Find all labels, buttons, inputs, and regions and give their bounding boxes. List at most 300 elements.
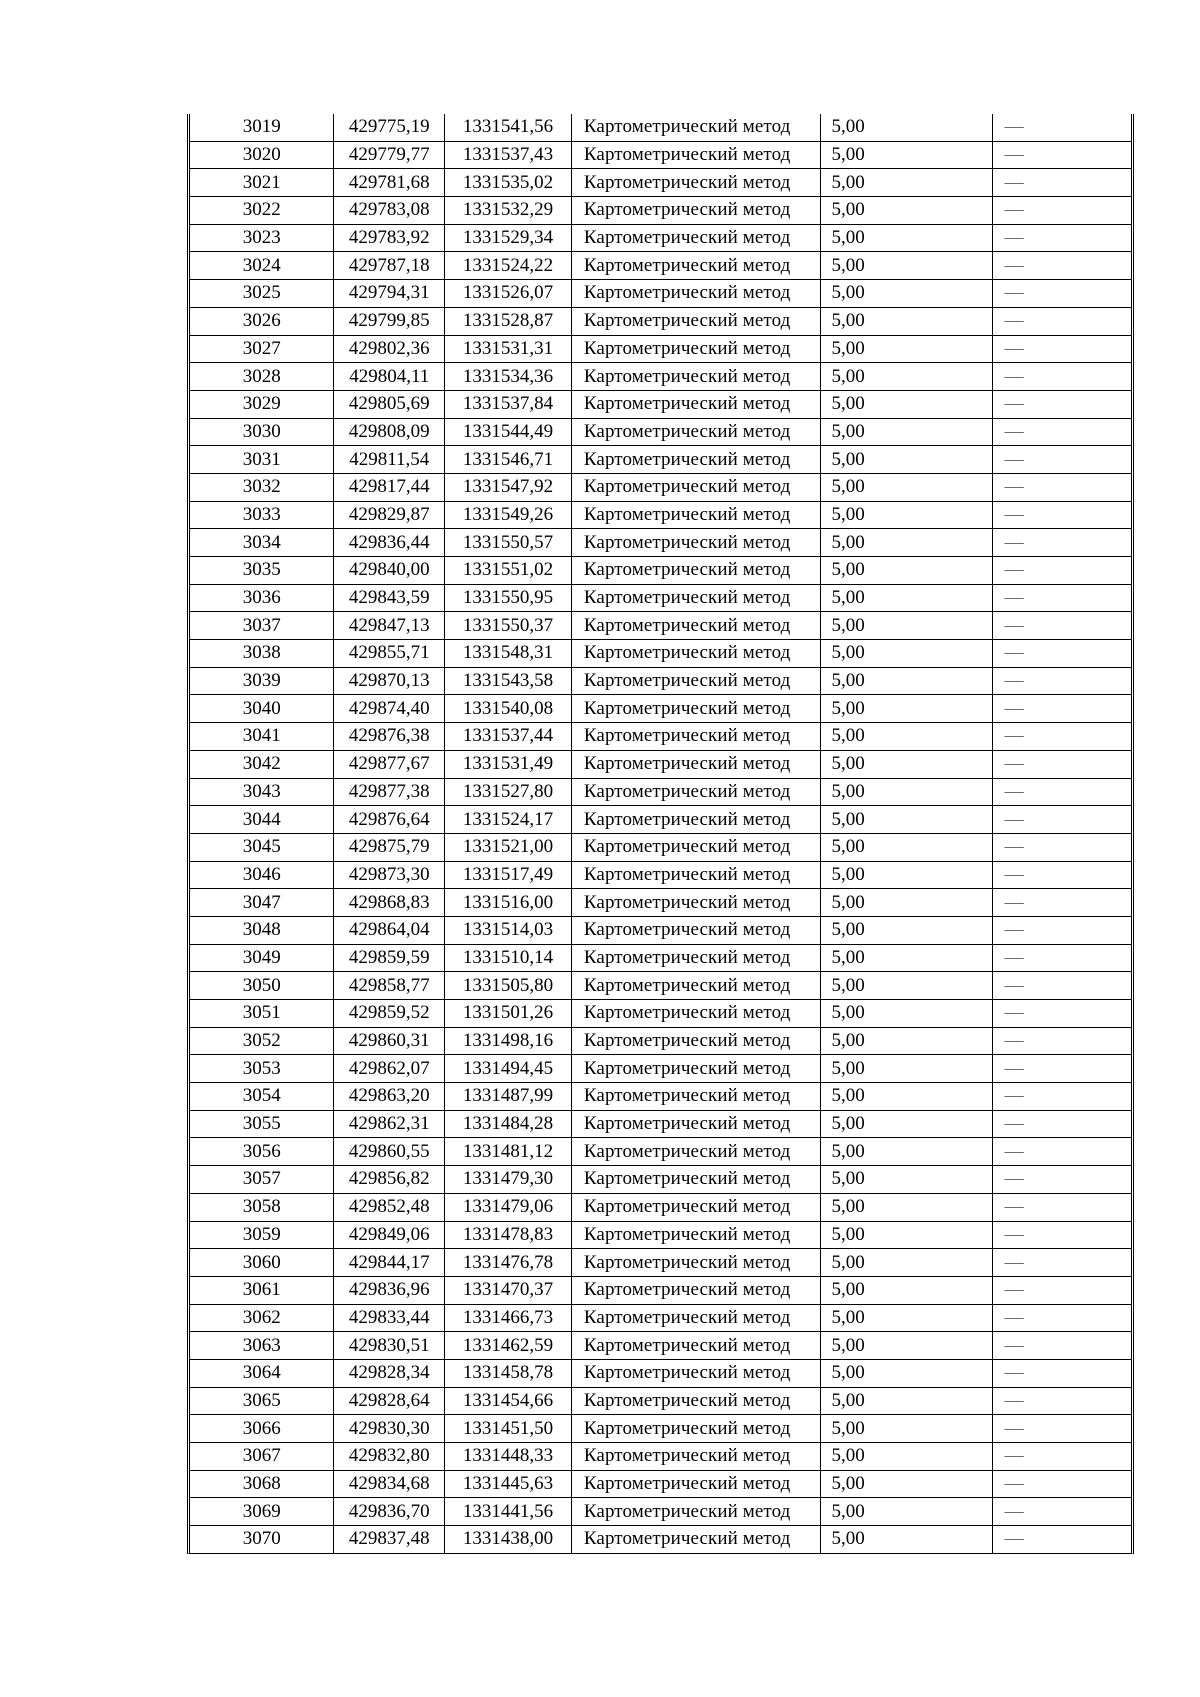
note-cell: — [992, 723, 1131, 751]
point-number-cell: 3056 [190, 1138, 334, 1166]
note-cell: — [992, 307, 1131, 335]
note-cell: — [992, 1415, 1131, 1443]
table-row [190, 141, 1131, 169]
x-coordinate-cell: 429847,13 [334, 612, 445, 640]
note-cell: — [992, 861, 1131, 889]
point-number-cell: 3054 [190, 1083, 334, 1111]
point-number-cell: 3039 [190, 667, 334, 695]
accuracy-cell: 5,00 [821, 1166, 992, 1194]
accuracy-cell: 5,00 [821, 141, 992, 169]
accuracy-cell: 5,00 [821, 667, 992, 695]
x-coordinate-cell: 429808,09 [334, 418, 445, 446]
x-coordinate-cell: 429836,70 [334, 1498, 445, 1526]
accuracy-cell: 5,00 [821, 335, 992, 363]
point-number-cell: 3066 [190, 1415, 334, 1443]
note-cell: — [992, 1498, 1131, 1526]
x-coordinate-cell: 429860,55 [334, 1138, 445, 1166]
method-cell: Картометрический метод [571, 916, 821, 944]
point-number-cell: 3050 [190, 972, 334, 1000]
y-coordinate-cell: 1331484,28 [445, 1110, 572, 1138]
y-coordinate-cell: 1331514,03 [445, 916, 572, 944]
x-coordinate-cell: 429775,19 [334, 114, 445, 141]
accuracy-cell: 5,00 [821, 1415, 992, 1443]
accuracy-cell: 5,00 [821, 1359, 992, 1387]
accuracy-cell: 5,00 [821, 1221, 992, 1249]
method-cell: Картометрический метод [571, 1276, 821, 1304]
method-cell: Картометрический метод [571, 1415, 821, 1443]
x-coordinate-cell: 429862,07 [334, 1055, 445, 1083]
y-coordinate-cell: 1331546,71 [445, 446, 572, 474]
table-row [190, 197, 1131, 225]
y-coordinate-cell: 1331470,37 [445, 1276, 572, 1304]
table-row [190, 418, 1131, 446]
method-cell: Картометрический метод [571, 280, 821, 308]
coordinates-table-body [190, 114, 1131, 1553]
method-cell: Картометрический метод [571, 335, 821, 363]
point-number-cell: 3035 [190, 557, 334, 585]
x-coordinate-cell: 429864,04 [334, 916, 445, 944]
point-number-cell: 3069 [190, 1498, 334, 1526]
point-number-cell: 3027 [190, 335, 334, 363]
accuracy-cell: 5,00 [821, 640, 992, 668]
accuracy-cell: 5,00 [821, 584, 992, 612]
x-coordinate-cell: 429830,30 [334, 1415, 445, 1443]
accuracy-cell: 5,00 [821, 723, 992, 751]
y-coordinate-cell: 1331550,37 [445, 612, 572, 640]
y-coordinate-cell: 1331532,29 [445, 197, 572, 225]
note-cell: — [992, 1193, 1131, 1221]
y-coordinate-cell: 1331547,92 [445, 473, 572, 501]
note-cell: — [992, 750, 1131, 778]
note-cell: — [992, 833, 1131, 861]
method-cell: Картометрический метод [571, 861, 821, 889]
point-number-cell: 3024 [190, 252, 334, 280]
note-cell: — [992, 1110, 1131, 1138]
method-cell: Картометрический метод [571, 390, 821, 418]
accuracy-cell: 5,00 [821, 1387, 992, 1415]
note-cell: — [992, 141, 1131, 169]
x-coordinate-cell: 429877,38 [334, 778, 445, 806]
table-row [190, 1332, 1131, 1360]
accuracy-cell: 5,00 [821, 1332, 992, 1360]
y-coordinate-cell: 1331498,16 [445, 1027, 572, 1055]
x-coordinate-cell: 429876,64 [334, 806, 445, 834]
point-number-cell: 3063 [190, 1332, 334, 1360]
method-cell: Картометрический метод [571, 750, 821, 778]
table-row [190, 390, 1131, 418]
point-number-cell: 3065 [190, 1387, 334, 1415]
accuracy-cell: 5,00 [821, 252, 992, 280]
x-coordinate-cell: 429811,54 [334, 446, 445, 474]
note-cell: — [992, 667, 1131, 695]
y-coordinate-cell: 1331487,99 [445, 1083, 572, 1111]
point-number-cell: 3042 [190, 750, 334, 778]
accuracy-cell: 5,00 [821, 778, 992, 806]
point-number-cell: 3020 [190, 141, 334, 169]
method-cell: Картометрический метод [571, 1193, 821, 1221]
point-number-cell: 3022 [190, 197, 334, 225]
method-cell: Картометрический метод [571, 1443, 821, 1471]
note-cell: — [992, 335, 1131, 363]
table-row [190, 695, 1131, 723]
accuracy-cell: 5,00 [821, 833, 992, 861]
method-cell: Картометрический метод [571, 141, 821, 169]
method-cell: Картометрический метод [571, 501, 821, 529]
table-row [190, 1000, 1131, 1028]
point-number-cell: 3057 [190, 1166, 334, 1194]
table-row [190, 1470, 1131, 1498]
point-number-cell: 3031 [190, 446, 334, 474]
point-number-cell: 3058 [190, 1193, 334, 1221]
point-number-cell: 3041 [190, 723, 334, 751]
x-coordinate-cell: 429787,18 [334, 252, 445, 280]
note-cell: — [992, 1055, 1131, 1083]
table-row [190, 861, 1131, 889]
table-row [190, 1415, 1131, 1443]
note-cell: — [992, 446, 1131, 474]
method-cell: Картометрический метод [571, 944, 821, 972]
x-coordinate-cell: 429855,71 [334, 640, 445, 668]
point-number-cell: 3051 [190, 1000, 334, 1028]
accuracy-cell: 5,00 [821, 1526, 992, 1553]
table-row [190, 667, 1131, 695]
method-cell: Картометрический метод [571, 1055, 821, 1083]
note-cell: — [992, 390, 1131, 418]
table-row [190, 833, 1131, 861]
note-cell: — [992, 1526, 1131, 1553]
point-number-cell: 3047 [190, 889, 334, 917]
y-coordinate-cell: 1331481,12 [445, 1138, 572, 1166]
note-cell: — [992, 612, 1131, 640]
accuracy-cell: 5,00 [821, 280, 992, 308]
table-row [190, 1276, 1131, 1304]
point-number-cell: 3038 [190, 640, 334, 668]
x-coordinate-cell: 429817,44 [334, 473, 445, 501]
note-cell: — [992, 363, 1131, 391]
table-row [190, 750, 1131, 778]
note-cell: — [992, 1387, 1131, 1415]
y-coordinate-cell: 1331548,31 [445, 640, 572, 668]
note-cell: — [992, 778, 1131, 806]
point-number-cell: 3060 [190, 1249, 334, 1277]
accuracy-cell: 5,00 [821, 1249, 992, 1277]
coordinates-table [190, 114, 1131, 1553]
y-coordinate-cell: 1331540,08 [445, 695, 572, 723]
x-coordinate-cell: 429876,38 [334, 723, 445, 751]
x-coordinate-cell: 429802,36 [334, 335, 445, 363]
method-cell: Картометрический метод [571, 1359, 821, 1387]
method-cell: Картометрический метод [571, 1498, 821, 1526]
method-cell: Картометрический метод [571, 1138, 821, 1166]
y-coordinate-cell: 1331524,17 [445, 806, 572, 834]
table-row [190, 363, 1131, 391]
y-coordinate-cell: 1331462,59 [445, 1332, 572, 1360]
point-number-cell: 3067 [190, 1443, 334, 1471]
x-coordinate-cell: 429804,11 [334, 363, 445, 391]
method-cell: Картометрический метод [571, 1000, 821, 1028]
table-row [190, 1359, 1131, 1387]
y-coordinate-cell: 1331541,56 [445, 114, 572, 141]
accuracy-cell: 5,00 [821, 473, 992, 501]
note-cell: — [992, 501, 1131, 529]
accuracy-cell: 5,00 [821, 363, 992, 391]
point-number-cell: 3029 [190, 390, 334, 418]
x-coordinate-cell: 429837,48 [334, 1526, 445, 1553]
method-cell: Картометрический метод [571, 612, 821, 640]
point-number-cell: 3019 [242, 116, 281, 138]
point-number-cell: 3068 [190, 1470, 334, 1498]
table-row [190, 1221, 1131, 1249]
method-cell: Картометрический метод [571, 1332, 821, 1360]
point-number-cell: 3032 [190, 473, 334, 501]
y-coordinate-cell: 1331535,02 [445, 169, 572, 197]
point-number-cell: 3021 [190, 169, 334, 197]
x-coordinate-cell: 429832,80 [334, 1443, 445, 1471]
y-coordinate-cell: 1331531,49 [445, 750, 572, 778]
table-row [190, 944, 1131, 972]
y-coordinate-cell: 1331550,57 [445, 529, 572, 557]
method-cell: Картометрический метод [571, 473, 821, 501]
x-coordinate-cell: 429844,17 [334, 1249, 445, 1277]
y-coordinate-cell: 1331454,66 [445, 1387, 572, 1415]
x-coordinate-cell: 429875,79 [334, 833, 445, 861]
note-cell: — [992, 584, 1131, 612]
y-coordinate-cell: 1331494,45 [445, 1055, 572, 1083]
y-coordinate-cell: 1331551,02 [445, 557, 572, 585]
method-cell: Картометрический метод [571, 1110, 821, 1138]
method-cell: Картометрический метод [571, 1166, 821, 1194]
y-coordinate-cell: 1331478,83 [445, 1221, 572, 1249]
table-row [190, 114, 1131, 141]
method-cell: Картометрический метод [571, 667, 821, 695]
note-cell: — [992, 806, 1131, 834]
point-number-cell: 3025 [190, 280, 334, 308]
y-coordinate-cell: 1331527,80 [445, 778, 572, 806]
note-cell: — [992, 280, 1131, 308]
accuracy-cell: 5,00 [821, 1027, 992, 1055]
y-coordinate-cell: 1331466,73 [445, 1304, 572, 1332]
point-number-cell: 3040 [190, 695, 334, 723]
method-cell: Картометрический метод [571, 833, 821, 861]
table-row [190, 1249, 1131, 1277]
note-cell: — [992, 473, 1131, 501]
y-coordinate-cell: 1331544,49 [445, 418, 572, 446]
note-cell: — [992, 1470, 1131, 1498]
method-cell: Картометрический метод [571, 640, 821, 668]
method-cell: Картометрический метод [571, 806, 821, 834]
note-cell: — [992, 224, 1131, 252]
note-cell: — [992, 557, 1131, 585]
table-row [190, 473, 1131, 501]
accuracy-cell: 5,00 [821, 1470, 992, 1498]
point-number-cell: 3052 [190, 1027, 334, 1055]
accuracy-cell: 5,00 [821, 1055, 992, 1083]
point-number-cell: 3037 [190, 612, 334, 640]
x-coordinate-cell: 429877,67 [334, 750, 445, 778]
table-row [190, 224, 1131, 252]
point-number-cell: 3070 [190, 1526, 334, 1553]
y-coordinate-cell: 1331445,63 [445, 1470, 572, 1498]
x-coordinate-cell: 429870,13 [334, 667, 445, 695]
method-cell: Картометрический метод [571, 889, 821, 917]
x-coordinate-cell: 429836,96 [334, 1276, 445, 1304]
note-cell: — [992, 944, 1131, 972]
note-cell: — [992, 1304, 1131, 1332]
table-row [190, 557, 1131, 585]
y-coordinate-cell: 1331479,30 [445, 1166, 572, 1194]
note-cell: — [992, 1249, 1131, 1277]
x-coordinate-cell: 429794,31 [334, 280, 445, 308]
method-cell: Картометрический метод [571, 1387, 821, 1415]
accuracy-cell: 5,00 [821, 1000, 992, 1028]
x-coordinate-cell: 429859,59 [334, 944, 445, 972]
point-number-cell: 3028 [190, 363, 334, 391]
x-coordinate-cell: 429874,40 [334, 695, 445, 723]
point-number-cell: 3036 [190, 584, 334, 612]
method-cell: Картометрический метод [571, 197, 821, 225]
accuracy-cell: 5,00 [821, 612, 992, 640]
x-coordinate-cell: 429868,83 [334, 889, 445, 917]
note-cell: — [992, 1000, 1131, 1028]
note-cell: — [992, 1443, 1131, 1471]
accuracy-cell: 5,00 [821, 1193, 992, 1221]
x-coordinate-cell: 429862,31 [334, 1110, 445, 1138]
x-coordinate-cell: 429799,85 [334, 307, 445, 335]
y-coordinate-cell: 1331534,36 [445, 363, 572, 391]
note-cell: — [992, 1027, 1131, 1055]
y-coordinate-cell: 1331543,58 [445, 667, 572, 695]
table-row [190, 1193, 1131, 1221]
table-row [190, 252, 1131, 280]
point-number-cell: 3030 [190, 418, 334, 446]
table-row [190, 1526, 1131, 1553]
table-row [190, 972, 1131, 1000]
note-cell: — [992, 916, 1131, 944]
point-number-cell: 3044 [190, 806, 334, 834]
accuracy-cell: 5,00 [821, 197, 992, 225]
point-number-cell: 3049 [190, 944, 334, 972]
x-coordinate-cell: 429873,30 [334, 861, 445, 889]
point-number-cell: 3033 [190, 501, 334, 529]
note-cell: — [992, 252, 1131, 280]
y-coordinate-cell: 1331517,49 [445, 861, 572, 889]
table-row [190, 307, 1131, 335]
point-number-cell: 3064 [190, 1359, 334, 1387]
y-coordinate-cell: 1331521,00 [445, 833, 572, 861]
accuracy-cell: 5,00 [821, 889, 992, 917]
table-row [190, 584, 1131, 612]
point-number-cell: 3061 [190, 1276, 334, 1304]
x-coordinate-cell: 429860,31 [334, 1027, 445, 1055]
accuracy-cell: 5,00 [821, 861, 992, 889]
x-coordinate-cell: 429836,44 [334, 529, 445, 557]
y-coordinate-cell: 1331537,84 [445, 390, 572, 418]
y-coordinate-cell: 1331505,80 [445, 972, 572, 1000]
method-cell: Картометрический метод [571, 1221, 821, 1249]
y-coordinate-cell: 1331510,14 [445, 944, 572, 972]
table-row [190, 1083, 1131, 1111]
table-row [190, 612, 1131, 640]
y-coordinate-cell: 1331537,43 [445, 141, 572, 169]
accuracy-cell: 5,00 [821, 806, 992, 834]
accuracy-cell: 5,00 [821, 557, 992, 585]
method-cell: Картометрический метод [571, 1526, 821, 1553]
point-number-cell: 3043 [190, 778, 334, 806]
method-cell: Картометрический метод [571, 584, 821, 612]
accuracy-cell: 5,00 [821, 1083, 992, 1111]
x-coordinate-cell: 429783,08 [334, 197, 445, 225]
x-coordinate-cell: 429805,69 [334, 390, 445, 418]
x-coordinate-cell: 429779,77 [334, 141, 445, 169]
accuracy-cell: 5,00 [821, 501, 992, 529]
accuracy-cell: 5,00 [821, 169, 992, 197]
y-coordinate-cell: 1331448,33 [445, 1443, 572, 1471]
table-row [190, 778, 1131, 806]
method-cell: Картометрический метод [571, 446, 821, 474]
note-cell: — [992, 640, 1131, 668]
note-cell: — [992, 1083, 1131, 1111]
note-cell: — [992, 695, 1131, 723]
accuracy-cell: 5,00 [821, 1498, 992, 1526]
table-row [190, 1387, 1131, 1415]
method-cell: Картометрический метод [571, 307, 821, 335]
table-row [190, 501, 1131, 529]
y-coordinate-cell: 1331479,06 [445, 1193, 572, 1221]
method-cell: Картометрический метод [571, 778, 821, 806]
method-cell: Картометрический метод [571, 695, 821, 723]
accuracy-cell: 5,00 [821, 1110, 992, 1138]
note-cell: — [992, 1221, 1131, 1249]
note-cell: — [992, 1276, 1131, 1304]
x-coordinate-cell: 429852,48 [334, 1193, 445, 1221]
y-coordinate-cell: 1331550,95 [445, 584, 572, 612]
x-coordinate-cell: 429863,20 [334, 1083, 445, 1111]
method-cell: Картометрический метод [571, 363, 821, 391]
accuracy-cell: 5,00 [821, 1443, 992, 1471]
coordinates-table-frame [187, 114, 1134, 1554]
x-coordinate-cell: 429828,64 [334, 1387, 445, 1415]
x-coordinate-cell: 429840,00 [334, 557, 445, 585]
table-row [190, 1166, 1131, 1194]
accuracy-cell: 5,00 [821, 1304, 992, 1332]
accuracy-cell: 5,00 [821, 1276, 992, 1304]
table-row [190, 1027, 1131, 1055]
point-number-cell: 3045 [190, 833, 334, 861]
x-coordinate-cell: 429828,34 [334, 1359, 445, 1387]
table-row [190, 1055, 1131, 1083]
note-cell: — [992, 114, 1131, 141]
method-cell: Картометрический метод [571, 1027, 821, 1055]
point-number-cell: 3026 [190, 307, 334, 335]
accuracy-cell: 5,00 [821, 750, 992, 778]
note-cell: — [992, 1332, 1131, 1360]
method-cell: Картометрический метод [571, 1470, 821, 1498]
accuracy-cell: 5,00 [821, 418, 992, 446]
y-coordinate-cell: 1331529,34 [445, 224, 572, 252]
table-row [190, 1138, 1131, 1166]
note-cell: — [992, 197, 1131, 225]
note-cell: — [992, 1166, 1131, 1194]
table-row [190, 889, 1131, 917]
accuracy-cell: 5,00 [821, 916, 992, 944]
y-coordinate-cell: 1331549,26 [445, 501, 572, 529]
table-row [190, 806, 1131, 834]
accuracy-cell: 5,00 [821, 695, 992, 723]
method-cell: Картометрический метод [571, 418, 821, 446]
accuracy-cell: 5,00 [821, 390, 992, 418]
y-coordinate-cell: 1331441,56 [445, 1498, 572, 1526]
y-coordinate-cell: 1331528,87 [445, 307, 572, 335]
